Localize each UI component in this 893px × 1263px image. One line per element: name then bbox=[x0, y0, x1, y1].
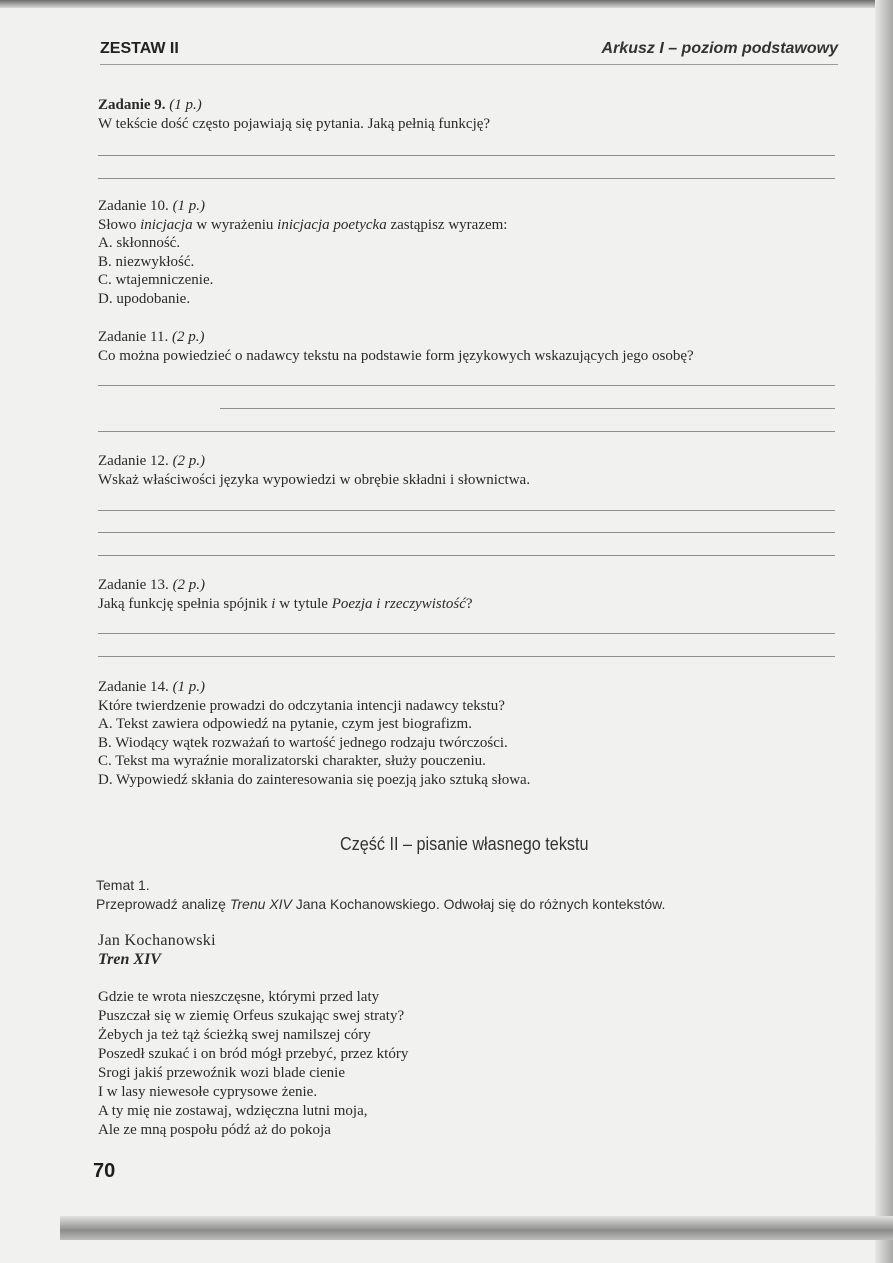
task-11 bbox=[98, 328, 694, 365]
task-12 bbox=[98, 452, 530, 489]
task-10 bbox=[98, 197, 507, 308]
poem-line: I w lasy niewesołe cyprysowe żenie. bbox=[98, 1084, 318, 1100]
topic-instruction: Przeprowadź analizę Trenu XIV Jana Kochanowskiego. Odwołaj się do różnych kontekstów. bbox=[96, 896, 666, 912]
poem-line: Srogi jakiś przewoźnik wozi blade cienie bbox=[98, 1065, 346, 1081]
task-10-option: C. wtajemniczenie. bbox=[98, 272, 214, 288]
topic-label: Temat 1. bbox=[96, 877, 150, 893]
scan-edge-right bbox=[875, 0, 893, 1263]
poem-heading bbox=[98, 931, 216, 969]
page-number: 70 bbox=[93, 1160, 116, 1182]
task-9-points: (1 p.) bbox=[169, 97, 202, 113]
task-10-option: A. skłonność. bbox=[98, 235, 181, 251]
answer-line[interactable] bbox=[98, 555, 835, 556]
section-title: Część II – pisanie własnego tekstu bbox=[340, 834, 589, 854]
task-10-option: B. niezwykłość. bbox=[98, 253, 195, 270]
task-14-question: Które twierdzenie prowadzi do odczytania intencji nadawcy tekstu? bbox=[98, 697, 505, 714]
answer-line[interactable] bbox=[98, 178, 835, 179]
task-14-option: C. Tekst ma wyraźnie moralizatorski charakter, służy pouczeniu. bbox=[98, 753, 486, 769]
sheet-label: Arkusz I – poziom podstawowy bbox=[601, 40, 838, 57]
task-10-question: Słowo inicjacja w wyrażeniu inicjacja poetycka zastąpisz wyrazem: bbox=[98, 216, 508, 233]
answer-line[interactable] bbox=[98, 532, 835, 533]
poem-line: Poszedł szukać i on bród mógł przebyć, przez który bbox=[98, 1046, 409, 1062]
task-12-points: (2 p.) bbox=[172, 453, 206, 469]
answer-line[interactable] bbox=[98, 155, 835, 156]
task-9-question: W tekście dość często pojawiają się pytania. Jaką pełnią funkcję? bbox=[98, 115, 491, 132]
task-14-points: (1 p.) bbox=[172, 679, 206, 695]
task-9 bbox=[98, 96, 490, 133]
answer-line[interactable] bbox=[98, 633, 835, 634]
answer-line[interactable] bbox=[98, 510, 835, 511]
task-13-label: Zadanie 13. bbox=[98, 577, 169, 593]
task-9-label: Zadanie 9. bbox=[98, 97, 166, 113]
set-label: ZESTAW II bbox=[100, 40, 179, 57]
task-14-option: D. Wypowiedź skłania do zainteresowania się poezją jako sztuką słowa. bbox=[98, 771, 531, 788]
task-12-label: Zadanie 12. bbox=[98, 453, 169, 469]
task-11-points: (2 p.) bbox=[172, 329, 205, 345]
task-11-label: Zadanie 11. bbox=[98, 329, 169, 345]
poem-line: Gdzie te wrota nieszczęsne, którymi przed laty bbox=[98, 989, 380, 1005]
answer-line[interactable] bbox=[98, 431, 835, 432]
task-13-question: Jaką funkcję spełnia spójnik i w tytule Poezja i rzeczywistość? bbox=[98, 595, 473, 612]
task-11-question: Co można powiedzieć o nadawcy tekstu na podstawie form językowych wskazujących jego osobę? bbox=[98, 347, 694, 364]
poem-line: Żebych ja też tąż ścieżką swej namilszej córy bbox=[98, 1027, 371, 1043]
task-13 bbox=[98, 576, 473, 613]
task-14-label: Zadanie 14. bbox=[98, 679, 169, 695]
topic bbox=[96, 876, 665, 914]
task-13-points: (2 p.) bbox=[172, 577, 206, 593]
task-12-question: Wskaż właściwości języka wypowiedzi w obrębie składni i słownictwa. bbox=[98, 471, 530, 488]
scan-edge-top bbox=[0, 0, 893, 8]
task-10-points: (1 p.) bbox=[172, 198, 206, 214]
page-header bbox=[100, 40, 838, 65]
task-10-label: Zadanie 10. bbox=[98, 198, 169, 214]
poem-title: Tren XIV bbox=[98, 951, 161, 968]
task-14-option: B. Wiodący wątek rozważań to wartość jednego rodzaju twórczości. bbox=[98, 734, 508, 751]
poem-line: A ty mię nie zostawaj, wdzięczna lutni moja, bbox=[98, 1103, 368, 1119]
poem-author: Jan Kochanowski bbox=[98, 932, 216, 949]
task-14 bbox=[98, 678, 530, 789]
task-14-option: A. Tekst zawiera odpowiedź na pytanie, czym jest biografizm. bbox=[98, 716, 472, 732]
answer-line[interactable] bbox=[98, 385, 835, 386]
scan-edge-bottom bbox=[60, 1216, 893, 1240]
answer-line[interactable] bbox=[98, 656, 835, 657]
poem-line: Puszczał się w ziemię Orfeus szukając swej straty? bbox=[98, 1008, 405, 1024]
task-10-option: D. upodobanie. bbox=[98, 290, 191, 307]
poem-line: Ale ze mną pospołu pódź aż do pokoja bbox=[98, 1122, 331, 1138]
poem-text bbox=[98, 988, 408, 1140]
answer-line[interactable] bbox=[220, 408, 835, 409]
